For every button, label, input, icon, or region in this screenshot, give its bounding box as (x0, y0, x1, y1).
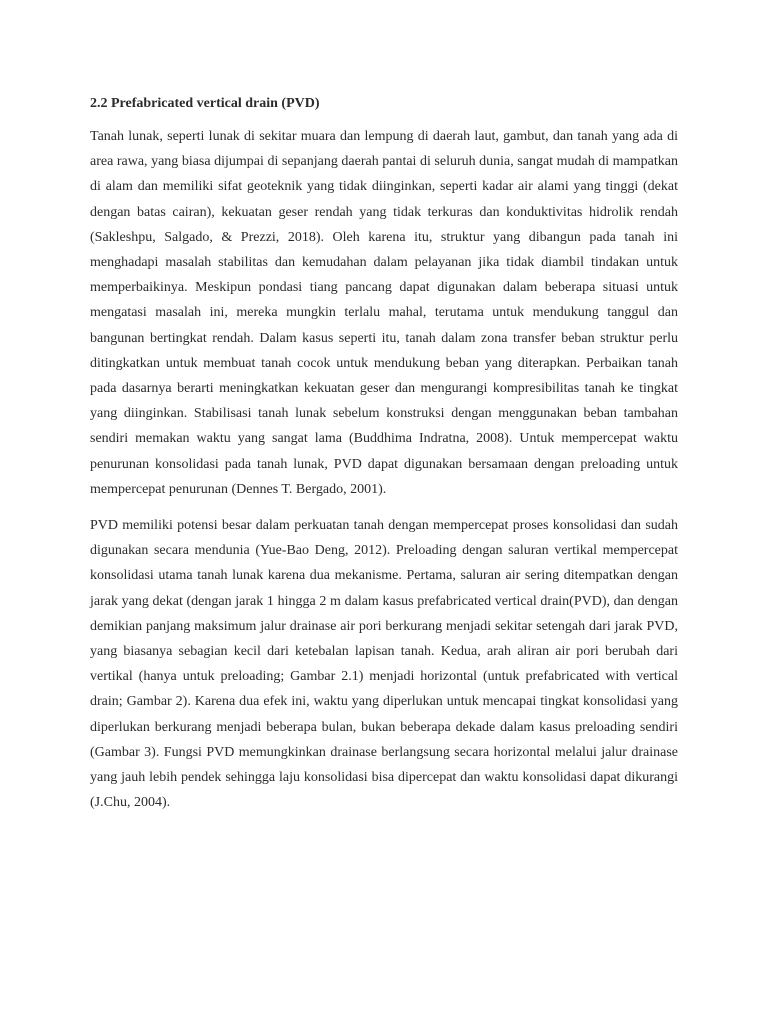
section-heading: 2.2 Prefabricated vertical drain (PVD) (90, 96, 320, 111)
paragraph-2: PVD memiliki potensi besar dalam perkuatan tanah dengan mempercepat proses konsolidasi dan sudah digunakan secara mendunia (Yue-Bao Deng, 2012). Preloading dengan saluran vertikal mempercepat konsolidasi utama tanah lunak karena dua mekanisme. Pertama, saluran air sering ditempatkan dengan jarak yang dekat (dengan jarak 1 hingga 2 m dalam kasus prefabricated vertical drain(PVD), dan dengan demikian panjang maksimum jalur drainase air pori berkurang menjadi sekitar setengah dari jarak PVD, yang biasanya sebagian kecil dari ketebalan lapisan tanah. Kedua, arah aliran air pori berubah dari vertikal (hanya untuk preloading; Gambar 2.1) menjadi horizontal (untuk prefabricated with vertical drain; Gambar 2). Karena dua efek ini, waktu yang diperlukan untuk mencapai tingkat konsolidasi yang diperlukan berkurang menjadi beberapa bulan, bukan beberapa dekade dalam kasus preloading sendiri (Gambar 3). Fungsi PVD memungkinkan drainase berlangsung secara horizontal melalui jalur drainase yang jauh lebih pendek sehingga laju konsolidasi bisa dipercepat dan waktu konsolidasi dapat dikurangi (J.Chu, 2004). (90, 518, 678, 811)
paragraph-1: Tanah lunak, seperti lunak di sekitar muara dan lempung di daerah laut, gambut, dan tanah yang ada di area rawa, yang biasa dijumpai di sepanjang daerah pantai di seluruh dunia, sangat mudah di mampatkan di alam dan memiliki sifat geoteknik yang tidak diinginkan, seperti kadar air alami yang tinggi (dekat dengan batas cairan), kekuatan geser rendah yang tidak terkuras dan konduktivitas hidrolik rendah (Sakleshpu, Salgado, & Prezzi, 2018). Oleh karena itu, struktur yang dibangun pada tanah ini menghadapi masalah stabilitas dan kemudahan dalam pelayanan jika tidak diambil tindakan untuk memperbaikinya. Meskipun pondasi tiang pancang dapat digunakan dalam beberapa situasi untuk mengatasi masalah ini, mereka mungkin terlalu mahal, terutama untuk mendukung tanggul dan bangunan bertingkat rendah. Dalam kasus seperti itu, tanah dalam zona transfer beban struktur perlu ditingkatkan untuk membuat tanah cocok untuk mendukung beban yang diterapkan. Perbaikan tanah pada dasarnya berarti meningkatkan kekuatan geser dan mengurangi kompresibilitas tanah ke tingkat yang diinginkan. Stabilisasi tanah lunak sebelum konstruksi dengan menggunakan beban tambahan sendiri memakan waktu yang sangat lama (Buddhima Indratna, 2008). Untuk mempercepat waktu penurunan konsolidasi pada tanah lunak, PVD dapat digunakan bersamaan dengan preloading untuk mempercepat penurunan (Dennes T. Bergado, 2001). (90, 129, 678, 497)
document-body (90, 94, 678, 826)
